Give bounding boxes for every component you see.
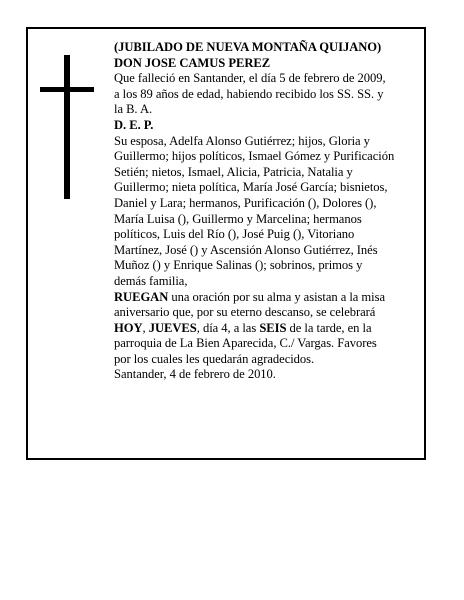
cross-horizontal-bar [40,87,94,92]
family-line: Martínez, José () y Ascensión Alonso Gutiérrez, Inés [114,242,378,257]
intro-line: a los 89 años de edad, habiendo recibido los SS. SS. y [114,86,384,101]
deceased-name: DON JOSE CAMUS PEREZ [114,55,271,70]
family-line: políticos, Luis del Río (), José Puig (), Vitoriano [114,227,355,242]
notice-text [114,40,426,383]
schedule-mid-text: , día 4, a las [196,320,260,335]
ruegan-line [114,290,426,306]
schedule-line [114,321,426,337]
family-line: Su esposa, Adelfa Alonso Gutiérrez; hijos, Gloria y [114,133,370,148]
family-line: Setién; nietos, Ismael, Alicia, Patricia, Natalia y [114,164,353,179]
jueves-word: JUEVES [148,320,197,335]
cross-vertical-bar [64,55,70,199]
dep-line: D. E. P. [114,117,154,132]
notice-heading-retired: (JUBILADO DE NUEVA MONTAÑA QUIJANO) [114,40,382,54]
intro-line: la B. A. [114,102,153,117]
obituary-notice [26,27,426,460]
schedule-tail-text: de la tarde, en la [286,320,372,335]
cross-icon [40,55,94,199]
hoy-word: HOY [114,320,143,335]
seis-word: SEIS [259,320,287,335]
ruegan-text: una oración por su alma y asistan a la misa [168,289,386,304]
family-line: Daniel y Lara; hermanos, Purificación (), Dolores (), [114,195,377,210]
ruegan-word: RUEGAN [114,289,169,304]
family-line: Guillermo; nieta política, María José García; bisnietos, [114,180,388,195]
signature-line: Santander, 4 de febrero de 2010. [114,367,276,382]
family-line: María Luisa (), Guillermo y Marcelina; hermanos [114,211,362,226]
family-line: Guillermo; hijos políticos, Ismael Gómez y Purificación [114,149,395,164]
schedule-separator: , [142,320,149,335]
intro-line: Que falleció en Santander, el día 5 de febrero de 2009, [114,71,386,86]
family-line: demás familia, [114,273,188,288]
family-line: Muñoz () y Enrique Salinas (); sobrinos, primos y [114,258,363,273]
closing-line: parroquia de La Bien Aparecida, C./ Vargas. Favores [114,336,377,351]
aniversario-line: aniversario que, por su eterno descanso, se celebrará [114,305,376,320]
closing-line: por los cuales les quedarán agradecidos. [114,351,315,366]
